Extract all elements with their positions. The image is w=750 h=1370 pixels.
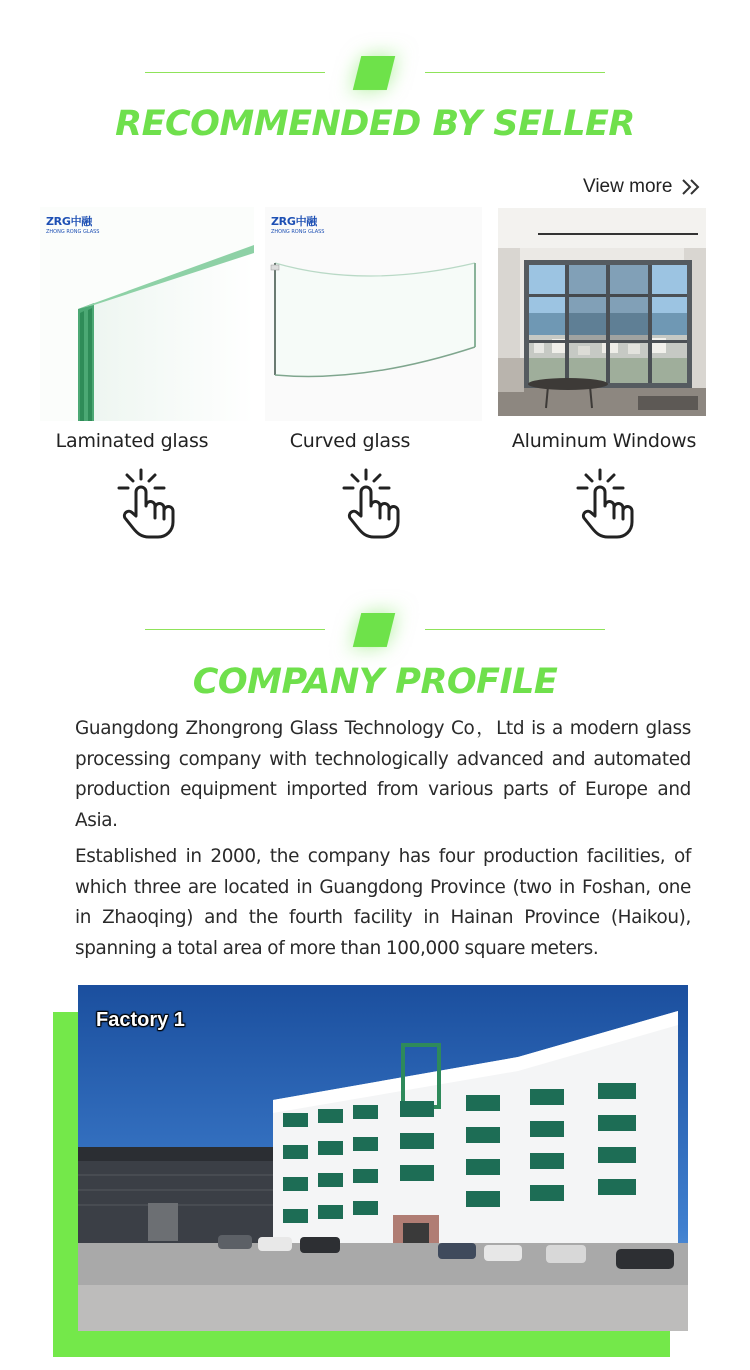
factory-caption: Factory 1 xyxy=(96,1009,185,1031)
factory-photo xyxy=(78,985,688,1331)
product-label-laminated[interactable]: Laminated glass xyxy=(55,430,209,452)
profile-paragraph-2: Established in 2000, the company has four production facilities, of which three are located in Guangdong Province (two in Foshan, one in Zhaoqing) and the fourth facility in Hainan Province (Haikou), spanning a total area of more than 100,000 square meters. xyxy=(75,846,691,959)
product-image-curved[interactable] xyxy=(265,207,482,421)
view-more-label: View more xyxy=(583,176,673,197)
product-image-laminated[interactable] xyxy=(40,207,254,421)
header-divider-left xyxy=(145,629,325,630)
profile-paragraph-1: Guangdong Zhongrong Glass Technology Co，Ltd is a modern glass processing company with technologically advanced and automated production equipment imported from various parts of Europe and Asia. xyxy=(75,718,691,831)
product-image-aluminum-windows[interactable] xyxy=(498,208,706,416)
header-divider-left xyxy=(145,72,325,73)
product-label-curved[interactable]: Curved glass xyxy=(289,430,411,452)
aluminum-windows-image xyxy=(498,208,706,416)
header-divider-right xyxy=(425,629,605,630)
section-title-recommended: RECOMMENDED BY SELLER xyxy=(115,104,635,144)
factory-building-image xyxy=(78,985,688,1331)
double-chevron-right-icon xyxy=(680,176,702,198)
section-title-profile: COMPANY PROFILE xyxy=(192,662,558,702)
section-marker-icon xyxy=(353,56,395,90)
curved-glass-image xyxy=(265,207,482,421)
hand-tap-icon[interactable] xyxy=(340,468,400,540)
header-divider-right xyxy=(425,72,605,73)
brand-logo: ZRG中融 ZHONG RONG GLASS xyxy=(271,215,325,235)
hand-tap-icon[interactable] xyxy=(115,468,175,540)
brand-logo: ZRG中融 ZHONG RONG GLASS xyxy=(46,215,100,235)
hand-tap-icon[interactable] xyxy=(574,468,634,540)
view-more-link[interactable] xyxy=(583,173,702,201)
product-label-aluminum-windows[interactable]: Aluminum Windows xyxy=(511,430,697,452)
section-marker-icon xyxy=(353,613,395,647)
laminated-glass-image xyxy=(40,207,254,421)
